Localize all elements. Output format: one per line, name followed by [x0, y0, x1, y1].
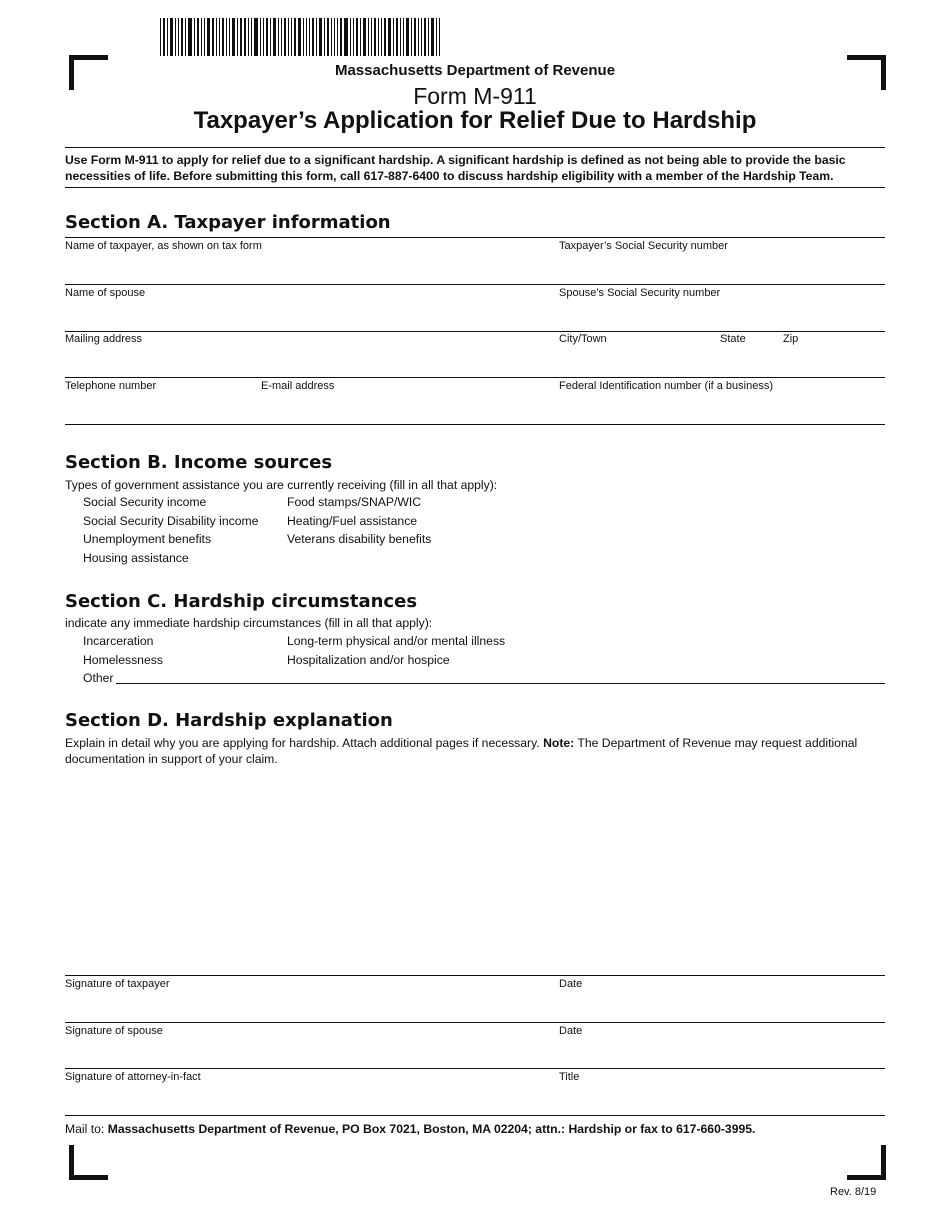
explanation-text: Explain in detail why you are applying for hardship. Attach additional pages if necessary.: [65, 736, 540, 750]
barcode-bar: [363, 18, 366, 56]
state-field[interactable]: State: [720, 333, 746, 345]
barcode-bar: [381, 18, 382, 56]
barcode-bar: [240, 18, 242, 56]
section-a-rule-4: [65, 377, 885, 378]
barcode-bar: [303, 18, 304, 56]
barcode-bar: [232, 18, 235, 56]
barcode-bar: [414, 18, 416, 56]
barcode-bar: [431, 18, 434, 56]
barcode-bar: [185, 18, 186, 56]
mail-prefix: Mail to:: [65, 1122, 105, 1136]
barcode-bar: [368, 18, 369, 56]
barcode-bar: [170, 18, 173, 56]
barcode-bar: [388, 18, 391, 56]
barcode-bar: [400, 18, 401, 56]
barcode-bar: [251, 18, 252, 56]
barcode-bar: [439, 18, 440, 56]
barcode-bar: [288, 18, 289, 56]
city-town-field[interactable]: City/Town: [559, 333, 607, 345]
barcode-bar: [428, 18, 429, 56]
barcode-bar: [356, 18, 358, 56]
barcode-bar: [281, 18, 282, 56]
section-a-rule-2: [65, 284, 885, 285]
spouse-ssn-field[interactable]: Spouse’s Social Security number: [559, 287, 721, 299]
barcode-bar: [327, 18, 329, 56]
barcode-bar: [270, 18, 271, 56]
zip-field[interactable]: Zip: [783, 333, 799, 345]
intro-top-rule: [65, 147, 885, 148]
checkbox-hospitalization[interactable]: Hospitalization and/or hospice: [287, 653, 450, 667]
signature-rule-2: [65, 1022, 885, 1023]
checkbox-food-stamps[interactable]: Food stamps/SNAP/WIC: [287, 495, 422, 509]
mail-instructions: [65, 1122, 755, 1136]
note-text: The Department of Revenue may request additional documentation in support of your claim.: [65, 736, 858, 766]
barcode-bar: [306, 18, 307, 56]
checkbox-social-security-income[interactable]: Social Security income: [83, 495, 207, 509]
federal-id-field[interactable]: Federal Identification number (if a business): [559, 380, 773, 392]
other-input-line[interactable]: [116, 683, 885, 684]
barcode-bar: [284, 18, 286, 56]
checkbox-homelessness[interactable]: Homelessness: [83, 653, 163, 667]
footer-rule: [65, 1115, 885, 1116]
explanation-area[interactable]: [65, 775, 885, 965]
checkbox-other[interactable]: Other: [83, 671, 114, 685]
barcode-bar: [197, 18, 199, 56]
barcode-bar: [181, 18, 183, 56]
barcode-bar: [340, 18, 342, 56]
checkbox-unemployment-benefits[interactable]: Unemployment benefits: [83, 532, 212, 546]
barcode-bar: [418, 18, 419, 56]
barcode-bar: [421, 18, 422, 56]
barcode-bar: [371, 18, 372, 56]
barcode-bar: [393, 18, 394, 56]
section-b-heading: Section B. Income sources: [65, 452, 333, 473]
taxpayer-signature-field[interactable]: Signature of taxpayer: [65, 978, 170, 990]
attorney-signature-field[interactable]: Signature of attorney-in-fact: [65, 1071, 201, 1083]
form-title: Taxpayer’s Application for Relief Due to Hardship: [193, 107, 757, 134]
section-d-explanation: [65, 735, 887, 767]
attorney-title-field[interactable]: Title: [559, 1071, 580, 1083]
taxpayer-date-field[interactable]: Date: [559, 978, 583, 990]
barcode-bar: [278, 18, 279, 56]
barcode-bar: [344, 18, 348, 56]
telephone-field[interactable]: Telephone number: [65, 380, 157, 392]
barcode-bar: [436, 18, 437, 56]
barcode-bar: [384, 18, 386, 56]
corner-mark-bottom-left: [69, 1145, 108, 1180]
barcode-bar: [178, 18, 179, 56]
barcode-bar: [312, 18, 314, 56]
barcode-bar: [254, 18, 258, 56]
barcode-bar: [237, 18, 238, 56]
corner-mark-bottom-right: [847, 1145, 886, 1180]
email-field[interactable]: E-mail address: [261, 380, 335, 392]
checkbox-social-security-disability[interactable]: Social Security Disability income: [83, 514, 259, 528]
taxpayer-ssn-field[interactable]: Taxpayer’s Social Security number: [559, 240, 728, 252]
department-name: Massachusetts Department of Revenue: [334, 62, 616, 79]
section-a-rule-1: [65, 237, 885, 238]
spouse-date-field[interactable]: Date: [559, 1025, 583, 1037]
checkbox-housing-assistance[interactable]: Housing assistance: [83, 551, 189, 565]
barcode-bar: [207, 18, 210, 56]
barcode-bar: [160, 18, 161, 56]
barcode-bar: [396, 18, 398, 56]
barcode-bar: [424, 18, 426, 56]
barcode-bar: [226, 18, 227, 56]
barcode-bar: [194, 18, 195, 56]
revision-label: Rev. 8/19: [830, 1186, 877, 1198]
spouse-signature-field[interactable]: Signature of spouse: [65, 1025, 163, 1037]
barcode-bar: [175, 18, 176, 56]
barcode-bar: [294, 18, 296, 56]
barcode-bar: [260, 18, 261, 56]
barcode-bar: [350, 18, 351, 56]
barcode-bar: [319, 18, 322, 56]
barcode-bar: [353, 18, 354, 56]
barcode-bar: [212, 18, 214, 56]
taxpayer-name-field[interactable]: Name of taxpayer, as shown on tax form: [65, 240, 262, 252]
barcode-bar: [331, 18, 332, 56]
barcode-bar: [204, 18, 205, 56]
checkbox-heating-fuel[interactable]: Heating/Fuel assistance: [287, 514, 418, 528]
mail-address: Massachusetts Department of Revenue, PO Box 7021, Boston, MA 02204; attn.: Hardship or fax to 617-660-3995.: [107, 1122, 756, 1136]
barcode-bar: [324, 18, 325, 56]
barcode-bar: [334, 18, 335, 56]
barcode-bar: [201, 18, 202, 56]
barcode-bar: [244, 18, 246, 56]
barcode-bar: [188, 18, 192, 56]
barcode-bar: [266, 18, 268, 56]
form-number: Form M-911: [413, 83, 537, 109]
barcode-bar: [163, 18, 165, 56]
checkbox-long-term-illness[interactable]: Long-term physical and/or mental illness: [287, 634, 506, 648]
section-d-heading: Section D. Hardship explanation: [65, 710, 393, 731]
barcode-bar: [406, 18, 409, 56]
barcode-bar: [360, 18, 361, 56]
barcode-bar: [219, 18, 220, 56]
intro-text: Use Form M-911 to apply for relief due to a significant hardship. A significant hardship is defined as not being able to provide the basic necessities of life. Before submitting this form, call 617-887-6400 to discuss hardship eligibility with a member of the Hardship Team.: [65, 153, 846, 183]
barcode-bar: [374, 18, 376, 56]
signature-rule-3: [65, 1068, 885, 1069]
section-a-rule-3: [65, 331, 885, 332]
barcode-bar: [291, 18, 292, 56]
checkbox-incarceration[interactable]: Incarceration: [83, 634, 154, 648]
barcode-bar: [378, 18, 379, 56]
barcode-bar: [167, 18, 168, 56]
section-a-rule-5: [65, 424, 885, 425]
barcode-bar: [337, 18, 338, 56]
checkbox-veterans-disability[interactable]: Veterans disability benefits: [287, 532, 432, 546]
barcode-bar: [411, 18, 412, 56]
section-b-instruction: Types of government assistance you are currently receiving (fill in all that apply):: [65, 478, 498, 492]
section-c-instruction: indicate any immediate hardship circumstances (fill in all that apply):: [65, 616, 433, 630]
barcode-bar: [263, 18, 264, 56]
barcode: [160, 18, 470, 56]
section-c-heading: Section C. Hardship circumstances: [65, 591, 418, 612]
barcode-bar: [273, 18, 276, 56]
barcode-bar: [403, 18, 404, 56]
barcode-bar: [298, 18, 301, 56]
signature-rule-1: [65, 975, 885, 976]
barcode-bar: [222, 18, 224, 56]
note-label: Note:: [543, 736, 575, 750]
mailing-address-field[interactable]: Mailing address: [65, 333, 143, 345]
section-a-heading: Section A. Taxpayer information: [65, 212, 391, 233]
barcode-bar: [229, 18, 230, 56]
barcode-bar: [216, 18, 217, 56]
spouse-name-field[interactable]: Name of spouse: [65, 287, 146, 299]
barcode-bar: [316, 18, 317, 56]
barcode-bar: [309, 18, 310, 56]
barcode-bar: [248, 18, 249, 56]
intro-bottom-rule: [65, 187, 885, 188]
